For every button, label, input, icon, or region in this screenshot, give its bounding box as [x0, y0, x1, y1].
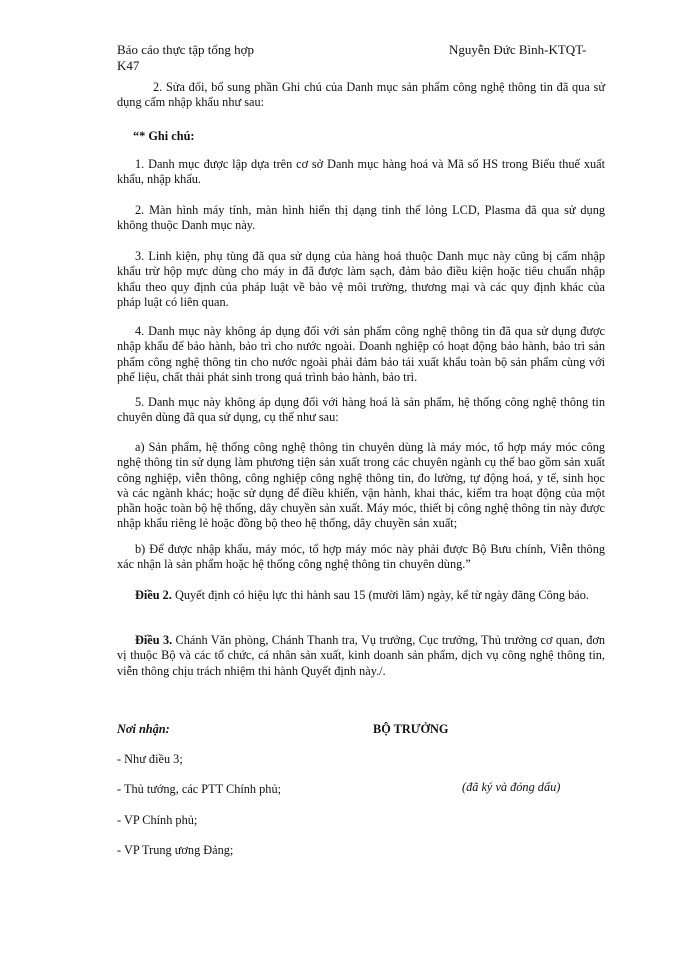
- recipient-item: - VP Chính phủ;: [117, 813, 198, 827]
- article-2-label: Điều 2.: [135, 588, 172, 602]
- signer-title: BỘ TRƯỞNG: [373, 722, 449, 736]
- note-item-3: 3. Linh kiện, phụ tùng đã qua sử dụng của hàng hoá thuộc Danh mục này cũng bị cấm nhập khẩu trừ hộp mực dùng cho máy in đã được làm sạch, đảm bảo điều kiện hoặc tiêu chuẩn nhập khẩu theo quy định của pháp luật về bảo vệ môi trường, thương mại và các quy định khác của pháp luật có liên quan.: [117, 249, 605, 309]
- header-title: Báo cáo thực tập tổng hợp: [117, 42, 255, 57]
- note-item-2: 2. Màn hình máy tính, màn hình hiển thị dạng tinh thể lỏng LCD, Plasma đã qua sử dụng không thuộc Danh mục này.: [117, 203, 605, 233]
- article-2: [117, 588, 605, 603]
- note-heading: “* Ghi chú:: [133, 129, 195, 143]
- header-author: Nguyễn Đức Bình-KTQT-: [449, 42, 587, 57]
- note-item-1: 1. Danh mục được lập dựa trên cơ sở Danh mục hàng hoá và Mã số HS trong Biểu thuế xuất khẩu, nhập khẩu.: [117, 157, 605, 187]
- recipient-item: - Như điều 3;: [117, 752, 183, 766]
- paragraph-intro: 2. Sửa đổi, bổ sung phần Ghi chú của Danh mục sản phẩm công nghệ thông tin đã qua sử dụng cấm nhập khẩu như sau:: [117, 80, 605, 110]
- signed-note: (đã ký và đóng dấu): [462, 780, 561, 794]
- recipient-item: - VP Trung ương Đảng;: [117, 843, 234, 857]
- article-2-text: Quyết định có hiệu lực thi hành sau 15 (mười lăm) ngày, kể từ ngày đăng Công báo.: [171, 588, 589, 602]
- header-class: K47: [117, 58, 140, 73]
- note-item-5: 5. Danh mục này không áp dụng đối với hàng hoá là sản phẩm, hệ thống công nghệ thông tin chuyên dùng đã qua sử dụng, cụ thể như sau:: [117, 395, 605, 425]
- article-3: [117, 633, 605, 679]
- note-item-4: 4. Danh mục này không áp dụng đối với sản phẩm công nghệ thông tin đã qua sử dụng được nhập khẩu để bảo hành, bảo trì cho nước ngoài. Doanh nghiệp có hoạt động bảo hành, bảo trì sản phẩm công nghệ thông tin cho nước ngoài phải đảm bảo tái xuất khẩu toàn bộ sản phẩm cùng với phế liệu, chất thải phát sinh trong quá trình bảo hành, bảo trì.: [117, 324, 605, 384]
- article-3-text: Chánh Văn phòng, Chánh Thanh tra, Vụ trưởng, Cục trưởng, Thủ trưởng cơ quan, đơn vị thuộc Bộ và các tổ chức, cá nhân sản xuất, kinh doanh sản phẩm, dịch vụ công nghệ thông tin, viễn thông chịu trách nhiệm thi hành Quyết định này./.: [117, 633, 605, 678]
- article-3-label: Điều 3.: [135, 633, 173, 647]
- recipient-item: - Thủ tướng, các PTT Chính phủ;: [117, 782, 282, 796]
- note-item-5a: a) Sản phẩm, hệ thống công nghệ thông tin chuyên dùng là máy móc, tổ hợp máy móc công nghệ thông tin sử dụng làm phương tiện sản xuất trong các chuyên ngành cụ thể bao gồm sản xuất công nghiệp, viễn thông, công nghiệp công nghệ thông tin, đo lường, tự động hoá, y tế, sinh học và các ngành khác; hoặc sử dụng để điều khiển, vận hành, khai thác, kiểm tra hoạt động của một phần hoặc toàn bộ hệ thống, dây chuyền sản xuất. Máy móc, thiết bị công nghệ thông tin này được nhập khẩu riêng lẻ hoặc đồng bộ theo hệ thống, dây chuyền sản xuất;: [117, 440, 605, 531]
- note-item-5b: b) Để được nhập khẩu, máy móc, tổ hợp máy móc này phải được Bộ Bưu chính, Viễn thông xác nhận là sản phẩm hoặc hệ thống công nghệ thông tin chuyên dùng.”: [117, 542, 605, 572]
- recipients-heading: Nơi nhận:: [117, 722, 170, 736]
